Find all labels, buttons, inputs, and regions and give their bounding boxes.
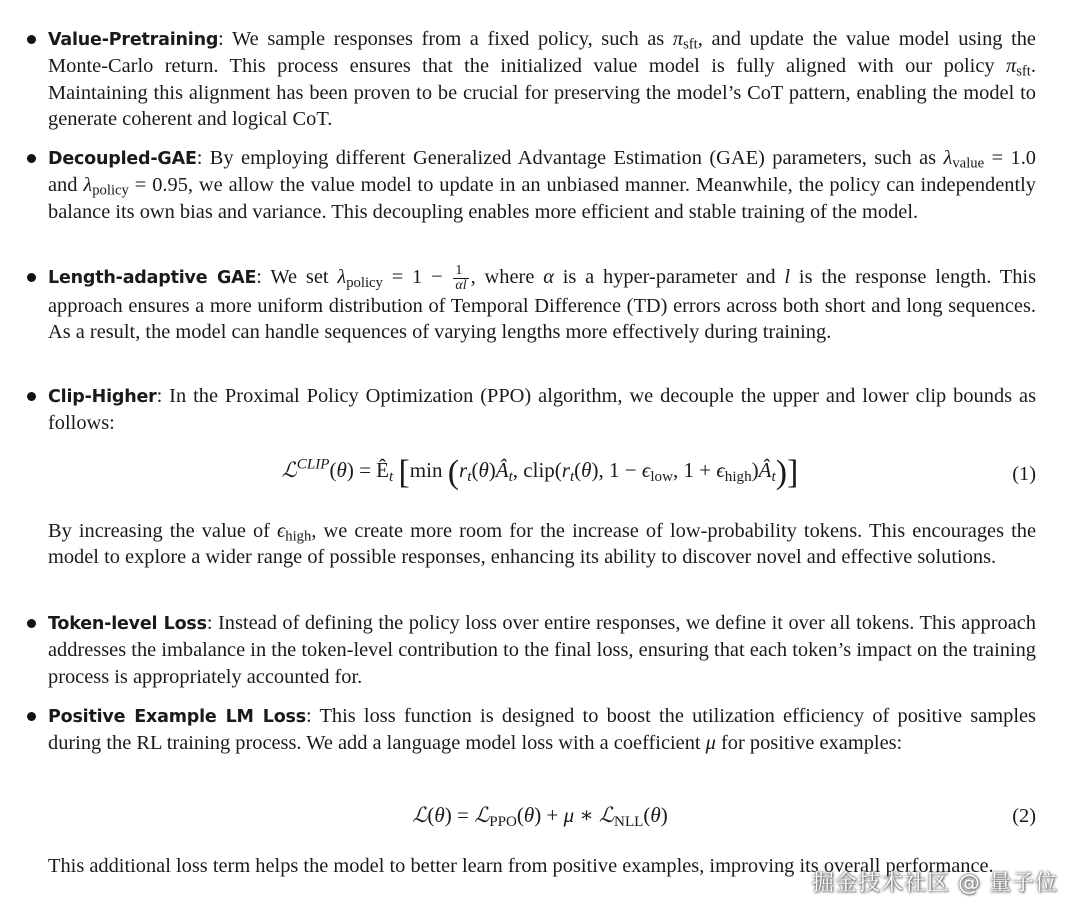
heading-clip-higher: Clip-Higher — [48, 387, 157, 407]
equation-number-1: (1) — [1012, 463, 1036, 485]
bullet-marker — [27, 619, 36, 628]
bullet-clip-higher: Clip-Higher: In the Proximal Policy Optimization (PPO) algorithm, we decouple the upper and lower clip bounds as follows: — [48, 385, 1036, 435]
bullet-token-level-loss: Token-level Loss: Instead of defining the policy loss over entire responses, we define it over all tokens. This approach addresses the imbalance in the token-level contribution to the final loss, ensuring that each token’s impact on the training process is appropriately accounted for. — [48, 612, 1037, 688]
bullet-positive-example-lm-loss: Positive Example LM Loss: This loss function is designed to boost the utilization efficiency of positive samples during the RL training process. We add a language model loss with a coefficient μ for positive examples: — [48, 705, 1036, 755]
bullet-marker — [27, 273, 36, 282]
equation-number-2: (2) — [1012, 805, 1036, 827]
heading-decoupled-gae: Decoupled-GAE — [48, 149, 197, 169]
bullet-value-pretraining: Value-Pretraining: We sample responses from a fixed policy, such as $\pi_{sft}$, and update the value model using the Monte-Carlo return. This process ensures that the initialized value model is fully aligned with our policy $\pi_{sft}$. Maintaining this alignment has been proven to be crucial for preserving the model’s CoT pattern, enabling the model to generate coherent and logical CoT. — [48, 28, 1036, 130]
watermark: 掘金技术社区 @ 量子位 — [812, 871, 1058, 896]
fraction: $\frac{1}{\alpha l}$ — [455, 263, 467, 293]
clip-higher-followup: By increasing the value of $\epsilon_{high}$, we create more room for the increase of low-probability tokens. This encourages the model to explore a wider range of possible responses, enhancing its ability to discover novel and effective solutions. — [48, 520, 1036, 569]
equation-1: ℒ$^{CLIP}$(θ) = $Ê_t$ [min ($r_t(\theta)Â_t$, $clip(r_t(\theta)$, $1 - \epsilon_{low}$, $1 + \epsilon_{high})Â_t$)] — [281, 454, 799, 491]
equation-2: ℒ(θ) = ℒ$_{PPO}$(θ) + μ ∗ ℒ$_{NLL}$(θ) — [412, 803, 668, 830]
bullet-marker — [27, 35, 36, 44]
bullet-decoupled-gae: Decoupled-GAE: By employing different Generalized Advantage Estimation (GAE) parameters, such as $\lambda_{value} = 1.0$ and $\lambda_{policy} = 0.95$, we allow the value model to update in an unbiased manner. Meanwhile, the policy can independently balance its own bias and variance. This decoupling enables more efficient and stable training of the model. — [48, 147, 1037, 223]
bullet-marker — [27, 154, 36, 163]
heading-length-adaptive-gae: Length-adaptive GAE — [48, 268, 257, 289]
bullet-marker — [27, 392, 36, 401]
heading-value-pretraining: Value-Pretraining — [48, 30, 219, 50]
heading-positive-example-lm-loss: Positive Example LM Loss — [48, 707, 306, 727]
positive-example-followup: This additional loss term helps the model to better learn from positive examples, improving its overall performance. — [48, 855, 994, 877]
heading-token-level-loss: Token-level Loss — [48, 614, 207, 634]
bullet-marker — [27, 712, 36, 721]
bullet-length-adaptive-gae: Length-adaptive GAE: We set $\lambda_{policy} = 1$ − $\frac{1}{\alpha l}$ , where α is a hyper-parameter and l is the response length. This approach ensures a more uniform distribution of Temporal Difference (TD) errors across both short and long sequences. As a result, the model can handle sequences of varying lengths more effectively during training. — [48, 263, 1037, 344]
